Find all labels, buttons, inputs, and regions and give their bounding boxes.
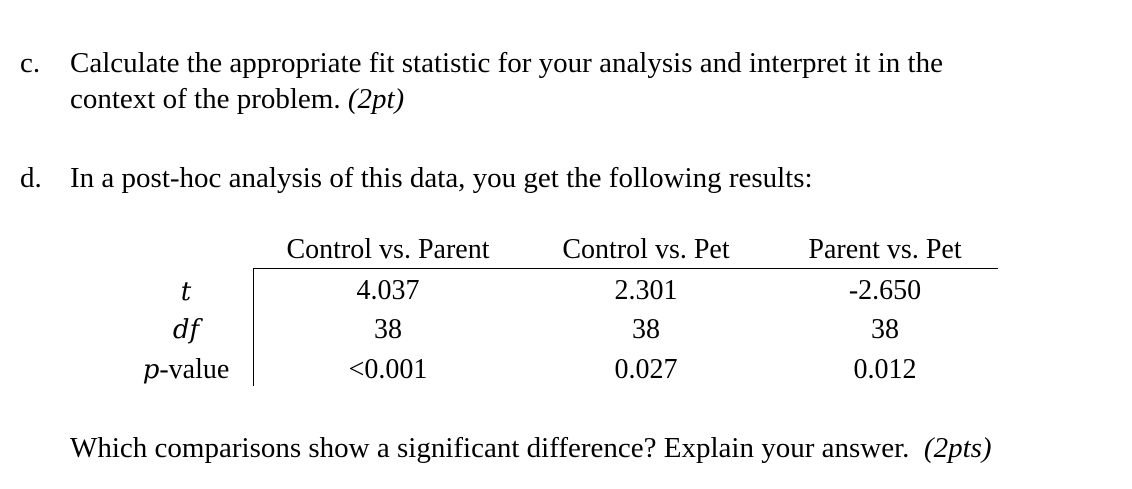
question-c-points: (2pt) xyxy=(347,83,405,115)
cell-df-control-pet: 38 xyxy=(632,314,660,345)
question-d-text: In a post-hoc analysis of this data, you get the following results: xyxy=(70,162,813,194)
cell-df-parent-pet: 38 xyxy=(871,314,899,345)
table-row-label-rule xyxy=(253,268,254,386)
question-c-letter: c. xyxy=(20,47,41,79)
question-d-letter: d. xyxy=(20,162,42,194)
cell-t-control-parent: 4.037 xyxy=(356,275,420,306)
cell-t-control-pet: 2.301 xyxy=(614,275,678,306)
followup-question-points: (2pts) xyxy=(923,432,992,464)
row-label-p: p xyxy=(142,355,160,385)
column-header-parent-pet: Parent vs. Pet xyxy=(808,234,962,265)
question-c-line2-text: context of the problem. xyxy=(70,83,341,115)
cell-p-control-parent: <0.001 xyxy=(348,354,428,385)
table-header-rule xyxy=(254,268,998,269)
cell-df-control-parent: 38 xyxy=(374,314,402,345)
column-header-control-parent: Control vs. Parent xyxy=(286,234,490,265)
cell-t-parent-pet: -2.650 xyxy=(848,275,922,306)
column-header-control-pet: Control vs. Pet xyxy=(562,234,730,265)
cell-p-control-pet: 0.027 xyxy=(614,354,678,385)
followup-question-text: Which comparisons show a significant difference? Explain your answer. xyxy=(70,432,910,464)
row-label-df: df xyxy=(172,315,200,345)
row-label-pvalue xyxy=(143,353,230,387)
followup-question xyxy=(70,430,992,466)
row-label-t: t xyxy=(180,277,192,307)
cell-p-parent-pet: 0.012 xyxy=(853,354,917,385)
row-label-value: -value xyxy=(159,354,230,385)
question-c-line1: Calculate the appropriate fit statistic for your analysis and interpret it in the xyxy=(70,47,943,79)
